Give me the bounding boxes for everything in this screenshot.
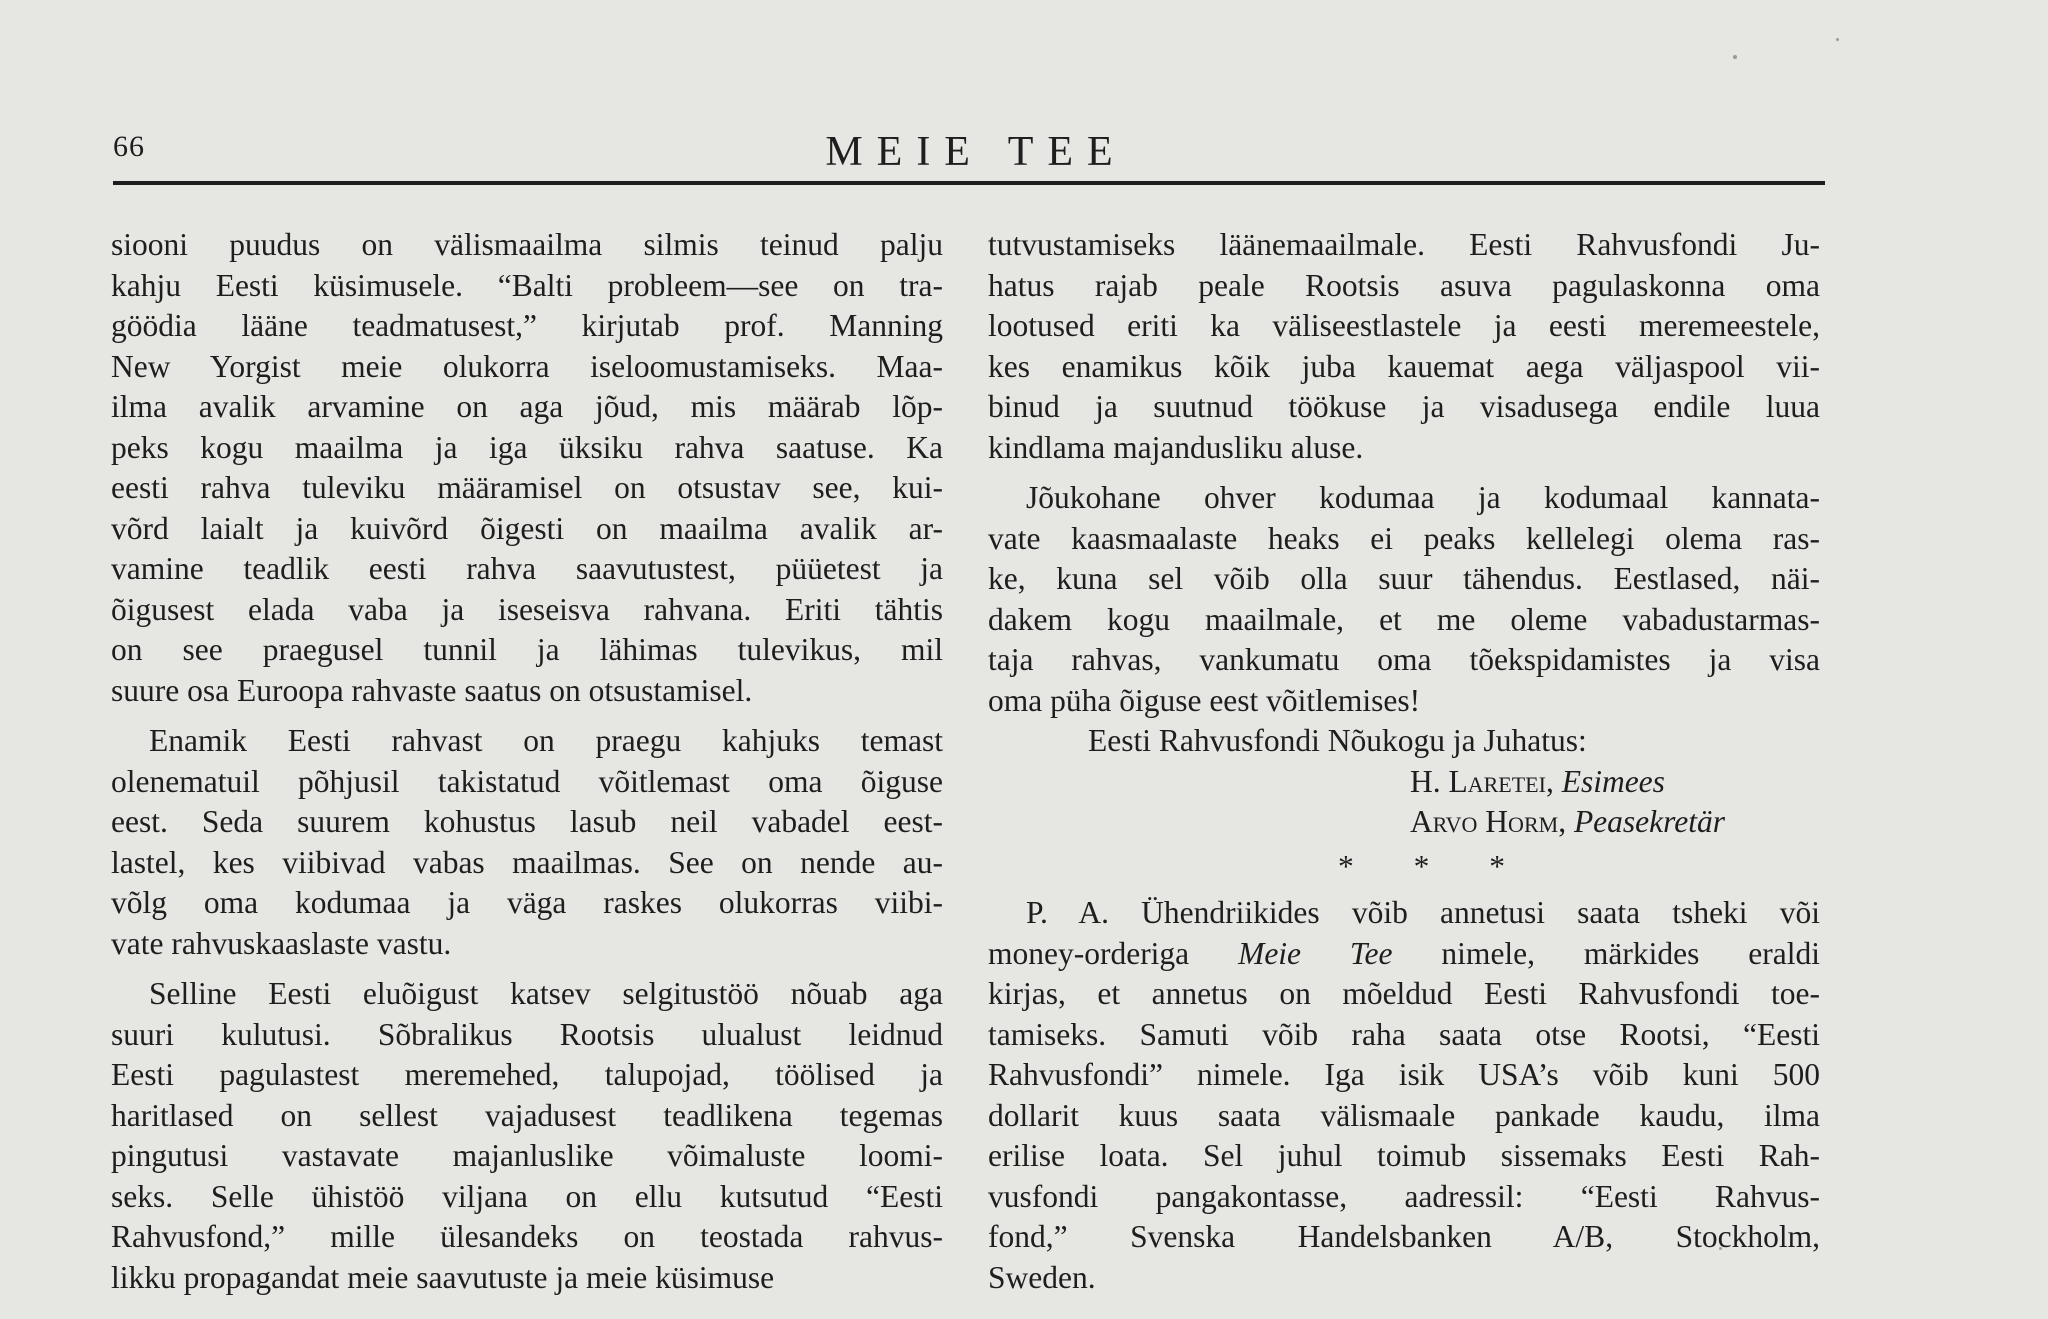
- text-line: [988, 1055, 1820, 1096]
- text-line: suuri kulutusi. Sõbralikus Rootsis ulualust leidnud: [111, 1016, 943, 1052]
- text-line: siooni puudus on välismaailma silmis teinud palju: [111, 227, 943, 262]
- text-line: seks. Selle ühistöö viljana on ellu kutsutud “Eesti: [111, 1178, 943, 1214]
- text-line: Enamik Eesti rahvast on praegu kahjuks temast: [149, 723, 943, 758]
- text-line: haritlased on sellest vajadusest teadlikena tegemas: [111, 1097, 943, 1133]
- text-line: eest. Seda suurem kohustus lasub neil vabadel eest-: [111, 804, 943, 839]
- text-line: New Yorgist meie olukorra iseloomustamiseks. Maa-: [111, 348, 943, 384]
- signature-intro: Eesti Rahvusfondi Nõukogu ja Juhatus:: [1088, 723, 1587, 758]
- magazine-name: Meie Tee: [1238, 935, 1393, 971]
- text-segment: fond,” Svenska Handelsbanken A/B, Stockholm,: [988, 1219, 1820, 1254]
- text-line: Selline Eesti eluõigust katsev selgitustöö nõuab aga: [149, 976, 943, 1011]
- right-column: [988, 225, 1820, 1298]
- signatory: Arvo Horm, Peasekretär: [1410, 804, 1725, 839]
- text-line: lootused eriti ka väliseestlastele ja eesti meremeestele,: [988, 308, 1820, 343]
- paragraph: [988, 478, 1820, 721]
- text-line: [988, 1177, 1820, 1218]
- header-rule: [113, 181, 1825, 185]
- text-line: dakem kogu maailmale, et me oleme vabadustarmas-: [988, 601, 1820, 637]
- text-segment: kirjas, et annetus on mõeldud Eesti Rahvusfondi toe-: [988, 976, 1820, 1011]
- page-number: 66: [113, 130, 145, 163]
- text-line: hatus rajab peale Rootsis asuva pagulaskonna oma: [988, 267, 1820, 303]
- text-line: võlg oma kodumaa ja väga raskes olukorras viibi-: [111, 885, 943, 920]
- text-line: [988, 1136, 1820, 1177]
- text-line: [988, 934, 1820, 975]
- text-line: [988, 893, 1820, 934]
- text-line: likku propagandat meie saavutuste ja meie küsimuse: [111, 1259, 775, 1295]
- text-segment: vusfondi pangakontasse, aadressil: “Eesti Rahvus-: [988, 1178, 1820, 1214]
- scan-speck: [1836, 38, 1839, 41]
- text-line: taja rahvas, vankumatu oma tõekspidamistes ja visa: [988, 642, 1820, 677]
- text-line: õigusest elada vaba ja iseseisva rahvana. Eriti tähtis: [111, 591, 943, 627]
- text-segment: dollarit kuus saata välismaale pankade kaudu, ilma: [988, 1097, 1820, 1133]
- text-line: [988, 1015, 1820, 1056]
- signatory-title: Esimees: [1561, 763, 1665, 799]
- text-line: oma püha õiguse eest võitlemises!: [988, 682, 1421, 718]
- text-line: göödia lääne teadmatusest,” kirjutab prof. Manning: [111, 308, 943, 343]
- text-line: ilma avalik arvamine on aga jõud, mis määrab lõp-: [111, 389, 943, 424]
- text-segment: Sweden.: [988, 1259, 1096, 1295]
- text-line: lastel, kes viibivad vabas maailmas. See on nende au-: [111, 844, 943, 880]
- text-line: Jõukohane ohver kodumaa ja kodumaal kannata-: [1026, 480, 1820, 515]
- text-segment: P. A. Ühendriikides võib annetusi saata tsheki või: [1026, 895, 1820, 930]
- text-line: on see praegusel tunnil ja lähimas tulevikus, mil: [111, 632, 943, 667]
- text-line: võrd laialt ja kuivõrd õigesti on maailma avalik ar-: [111, 510, 943, 546]
- text-line: [988, 974, 1820, 1015]
- signatory: H. Laretei, Esimees: [1410, 763, 1665, 799]
- text-line: olenematuil põhjusil takistatud võitlemast oma õiguse: [111, 763, 943, 799]
- text-line: vate kaasmaalaste heaks ei peaks kellelegi olema ras-: [988, 520, 1820, 556]
- text-line: Rahvusfond,” mille ülesandeks on teostada rahvus-: [111, 1219, 943, 1254]
- signatory-name: H. Laretei: [1410, 763, 1546, 799]
- running-title: MEIE TEE: [825, 129, 1127, 175]
- text-line: eesti rahva tuleviku määramisel on otsustav see, kui-: [111, 470, 943, 505]
- section-separator: * * *: [1338, 848, 1531, 884]
- text-line: ke, kuna sel võib olla suur tähendus. Eestlased, näi-: [988, 561, 1820, 596]
- postscript: [988, 893, 1820, 1298]
- text-line: peks kogu maailma ja iga üksiku rahva saatuse. Ka: [111, 429, 943, 465]
- text-line: suure osa Euroopa rahvaste saatus on otsustamisel.: [111, 672, 753, 708]
- scan-speck: [1733, 55, 1737, 59]
- signatory-title: Peasekretär: [1573, 804, 1725, 839]
- paragraph: [988, 225, 1820, 468]
- text-line: [988, 1217, 1820, 1258]
- text-segment: erilise loata. Sel juhul toimub sissemaks Eesti Rah-: [988, 1138, 1820, 1173]
- text-line: [988, 1258, 1820, 1299]
- text-segment: nimele, märkides eraldi: [1392, 935, 1821, 971]
- text-segment: money-orderiga: [988, 935, 1239, 971]
- page-header: [113, 128, 1825, 186]
- text-segment: tamiseks. Samuti võib raha saata otse Rootsi, “Eesti: [988, 1016, 1820, 1052]
- text-line: kahju Eesti küsimusele. “Balti probleem—see on tra-: [111, 267, 943, 303]
- paragraph: [111, 721, 943, 964]
- left-column: [111, 225, 943, 1298]
- text-line: kindlama majandusliku aluse.: [988, 429, 1364, 465]
- paragraph: [111, 974, 943, 1298]
- text-line: pingutusi vastavate majanluslike võimaluste loomi-: [111, 1138, 943, 1173]
- text-segment: Rahvusfondi” nimele. Iga isik USA’s võib kuni 500: [988, 1057, 1820, 1092]
- text-line: tutvustamiseks läänemaailmale. Eesti Rahvusfondi Ju-: [988, 227, 1820, 262]
- paragraph: [111, 225, 943, 711]
- text-line: Eesti pagulastest meremehed, talupojad, töölised ja: [111, 1057, 943, 1092]
- signatory-name: Arvo Horm: [1410, 804, 1559, 839]
- text-line: binud ja suutnud töökuse ja visadusega endile luua: [988, 389, 1820, 424]
- text-line: vamine teadlik eesti rahva saavutustest, püüetest ja: [111, 551, 943, 586]
- text-line: [988, 1096, 1820, 1137]
- text-line: vate rahvuskaaslaste vastu.: [111, 925, 452, 961]
- text-line: kes enamikus kõik juba kauemat aega väljaspool vii-: [988, 348, 1820, 384]
